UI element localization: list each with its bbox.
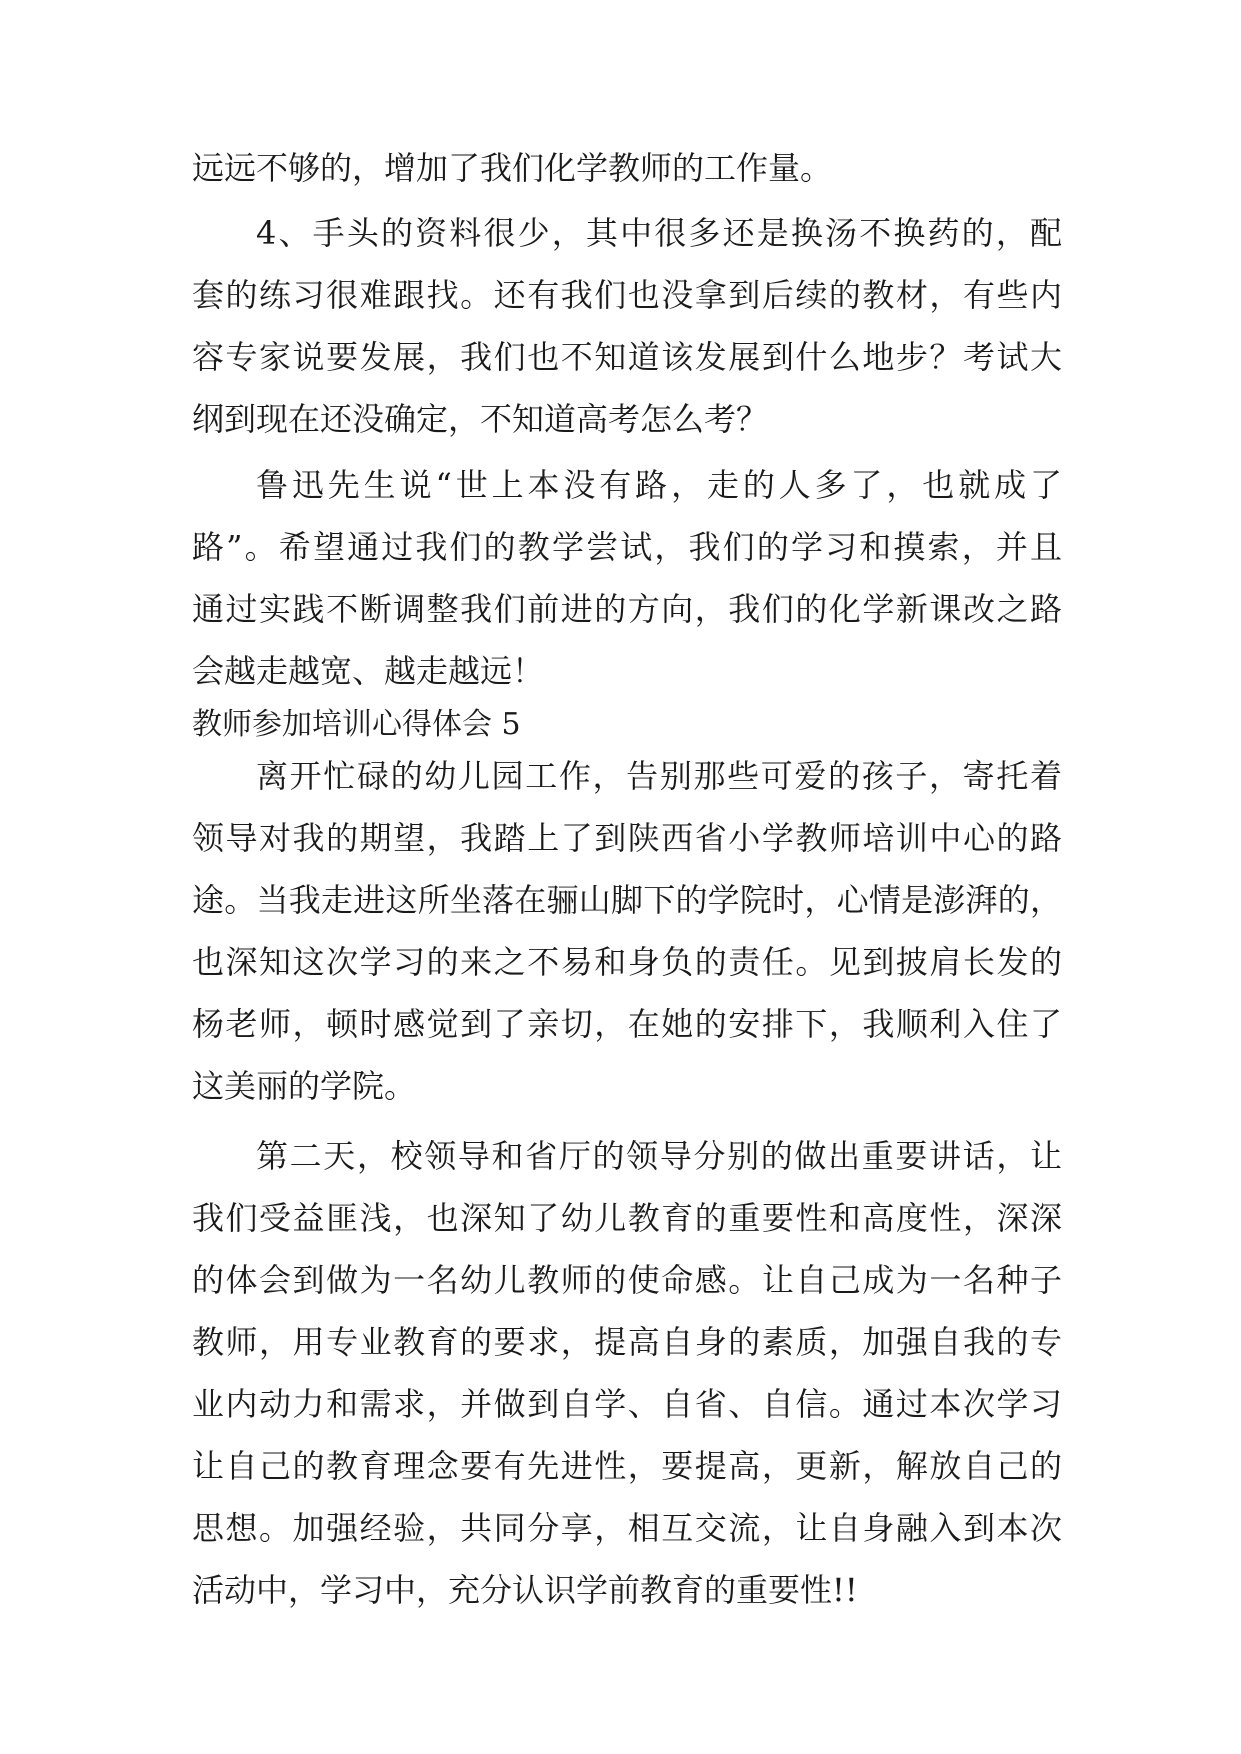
paragraph-line: 也深知这次学习的来之不易和身负的责任。见到披肩长发的: [192, 943, 1062, 981]
paragraph-line: 活动中，学习中，充分认识学前教育的重要性!!: [192, 1571, 858, 1609]
paragraph-line: 领导对我的期望，我踏上了到陕西省小学教师培训中心的路: [192, 819, 1062, 857]
paragraph-line: 的体会到做为一名幼儿教师的使命感。让自己成为一名种子: [192, 1261, 1062, 1299]
paragraph-line: 第二天，校领导和省厅的领导分别的做出重要讲话，让: [256, 1137, 1062, 1175]
paragraph-line: 远远不够的，增加了我们化学教师的工作量。: [192, 149, 833, 187]
paragraph-line: 让自己的教育理念要有先进性，要提高，更新，解放自己的: [192, 1447, 1062, 1485]
paragraph-line: 途。当我走进这所坐落在骊山脚下的学院时，心情是澎湃的，: [192, 881, 1062, 919]
paragraph-line: 路”。希望通过我们的教学尝试，我们的学习和摸索，并且: [192, 528, 1062, 566]
paragraph-line: 鲁迅先生说“世上本没有路，走的人多了，也就成了: [256, 466, 1062, 504]
paragraph-line: 离开忙碌的幼儿园工作，告别那些可爱的孩子，寄托着: [256, 757, 1062, 795]
paragraph-line: 会越走越宽、越走越远！: [192, 652, 545, 690]
paragraph-line: 套的练习很难跟找。还有我们也没拿到后续的教材，有些内: [192, 276, 1062, 314]
paragraph-line: 纲到现在还没确定，不知道高考怎么考？: [192, 400, 769, 438]
paragraph-line: 这美丽的学院。: [192, 1067, 417, 1105]
paragraph-line: 思想。加强经验，共同分享，相互交流，让自身融入到本次: [192, 1509, 1062, 1547]
paragraph-line: 业内动力和需求，并做到自学、自省、自信。通过本次学习: [192, 1385, 1062, 1423]
paragraph-line: 容专家说要发展，我们也不知道该发展到什么地步？考试大: [192, 338, 1062, 376]
section-heading: 教师参加培训心得体会 5: [192, 707, 521, 742]
paragraph-line: 通过实践不断调整我们前进的方向，我们的化学新课改之路: [192, 590, 1062, 628]
paragraph-line: 杨老师，顿时感觉到了亲切，在她的安排下，我顺利入住了: [192, 1005, 1062, 1043]
paragraph-line: 教师，用专业教育的要求，提高自身的素质，加强自我的专: [192, 1323, 1062, 1361]
paragraph-line: 我们受益匪浅，也深知了幼儿教育的重要性和高度性，深深: [192, 1199, 1062, 1237]
paragraph-line: 4、手头的资料很少，其中很多还是换汤不换药的，配: [256, 214, 1062, 252]
